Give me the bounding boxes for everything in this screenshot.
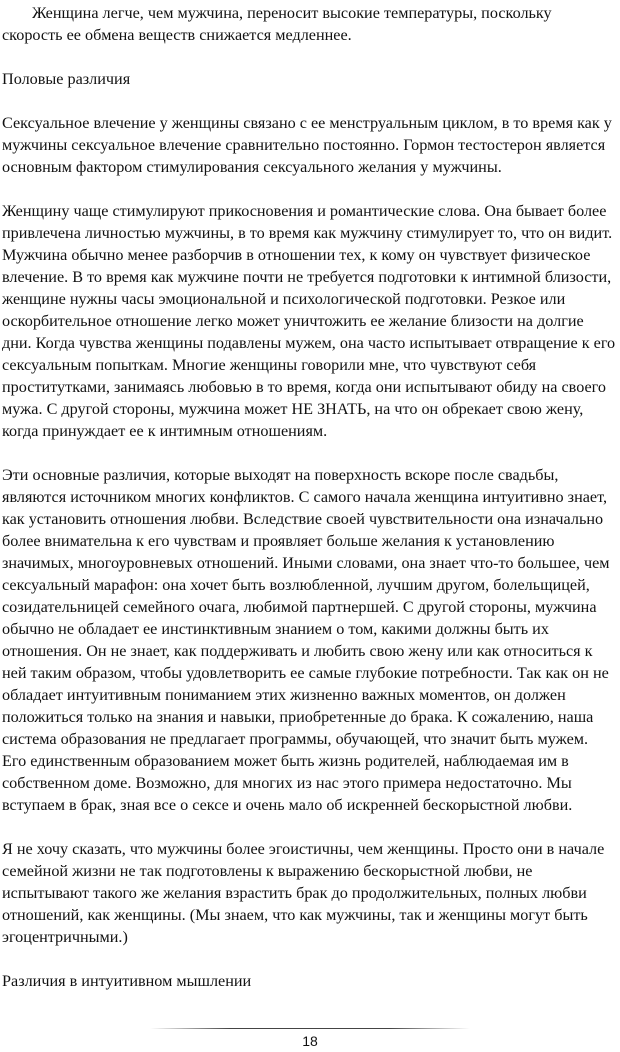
paragraph-selfishness: Я не хочу сказать, что мужчины более эгоистичны, чем женщины. Просто они в начале семейной жизни не так подготовлены к выражению бескорыстной любви, не испытывают такого же желания взрастить брак до продолжительных, полных любви отношений, как женщины. (Мы знаем, что как мужчины, так и женщины могут быть эгоцентричными.) [2,840,605,946]
section-heading-sex-differences: Половые различия [2,70,131,88]
page-number: 18 [302,1033,318,1049]
paragraph-conflicts: Эти основные различия, которые выходят на поверхность вскоре после свадьбы, являются источником многих конфликтов. С самого начала женщина интуитивно знает, как установить отношения любви. Вследствие своей чувствительности она изначально более внимательна к его чувствам и проявляет больше желания к установлению значимых, многоуровневых отношений. Иными словами, она знает что-то большее, чем сексуальный марафон: она хочет быть возлюбленной, лучшим другом, болельщицей, созидательницей семейного очага, любимой партнершей. С другой стороны, мужчина обычно не обладает ее инстинктивным знанием о том, какими должны быть их отношения. Он не знает, как поддерживать и любить свою жену или как относиться к ней таким образом, чтобы удовлетворить ее самые глубокие потребности. Так как он не обладает интуитивным пониманием этих жизненно важных моментов, он должен положиться только на знания и навыки, приобретенные до брака. К сожалению, наша система образования не предлагает программы, обучающей, что значит быть мужем. Его единственным образованием может быть жизнь родителей, наблюдаемая им в собственном доме. Возможно, для многих из нас этого примера недостаточно. Мы вступаем в брак, зная все о сексе и очень мало об искренней бескорыстной любви. [2,466,610,814]
section-heading-intuitive-thinking: Различия в интуитивном мышлении [2,972,252,990]
page-body [2,2,616,1014]
paragraph-sexual-drive: Сексуальное влечение у женщины связано с ее менструальным циклом, в то время как у мужчины сексуальное влечение сравнительно постоянно. Гормон тестостерон является основным фактором стимулирования сексуального желания у мужчины. [2,114,612,176]
paragraph-intro: Женщина легче, чем мужчина, переносит высокие температуры, поскольку скорость ее обмена веществ снижается медленнее. [2,4,552,44]
footer-divider [150,1028,470,1029]
paragraph-stimulation: Женщину чаще стимулируют прикосновения и романтические слова. Она бывает более привлечена личностью мужчины, в то время как мужчину стимулирует то, что он видит. Мужчина обычно менее разборчив в отношении тех, к кому он чувствует физическое влечение. В то время как мужчине почти не требуется подготовки к интимной близости, женщине нужны часы эмоциональной и психологической подготовки. Резкое или оскорбительное отношение легко может уничтожить ее желание близости на долгие дни. Когда чувства женщины подавлены мужем, она часто испытывает отвращение к его сексуальным попыткам. Многие женщины говорили мне, что чувствуют себя проститутками, занимаясь любовью в то время, когда они испытывают обиду на своего мужа. С другой стороны, мужчина может НЕ ЗНАТЬ, на что он обрекает свою жену, когда принуждает ее к интимным отношениям. [2,202,616,440]
